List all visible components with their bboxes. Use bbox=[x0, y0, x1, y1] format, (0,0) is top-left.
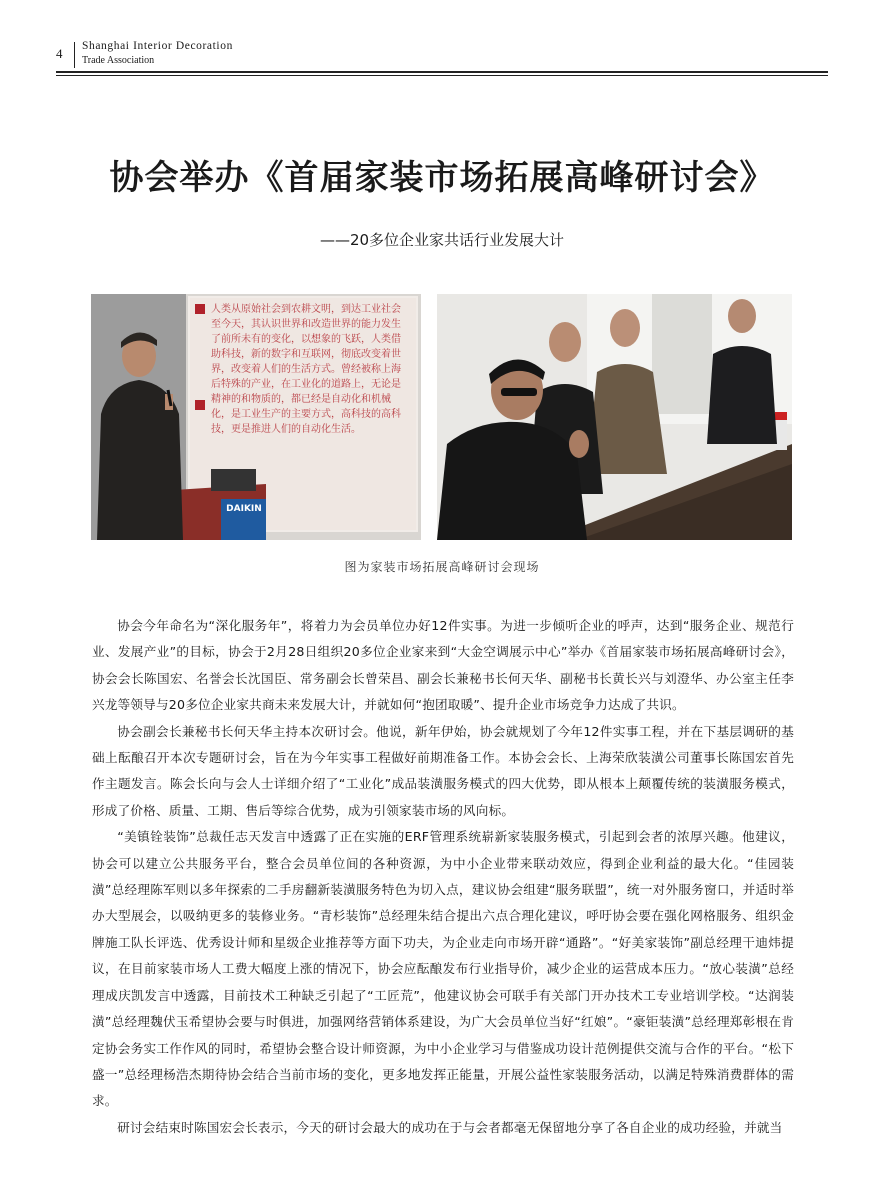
body-paragraph: “美镇铨装饰”总裁任志天发言中透露了正在实施的ERF管理系统崭新家装服务模式，引起到会者的浓厚兴趣。他建议，协会可以建立公共服务平台，整合会员单位间的各种资源，为中小企业带来联动效应，得到企业利益的最大化。“佳园装潢”总经理陈军则以多年探索的二手房翻新装潢服务特色为切入点，建议协会组建“服务联盟”，统一对外服务窗口，并适时举办大型展会，以吸纳更多的装修业务。“青杉装饰”总经理朱结合提出六点合理化建议，呼吁协会要在强化网格服务、组织金牌施工队长评选、优秀设计师和星级企业推荐等方面下功夫，为企业走向市场开辟“通路”。“好美家装饰”副总经理干迪炜提议，在目前家装市场人工费大幅度上涨的情况下，协会应酝酿发布行业指导价，减少企业的运营成本压力。“放心装潢”总经理成庆凯发言中透露，目前技术工种缺乏引起了“工匠荒”，他建议协会可联手有关部门开办技术工专业培训学校。“达润装潢”总经理魏伏玉希望协会要与时俱进，加强网络营销体系建设，为广大会员单位当好“红娘”。“豪钜装潢”总经理郑彰根在肯定协会务实工作作风的同时，希望协会整合设计师资源，为中小企业学习与借鉴成功设计范例提供交流与合作的平台。“松下盛一”总经理杨浩杰期待协会结合当前市场的变化，更多地发挥正能量，开展公益性家装服务活动，以满足特殊消费群体的需求。 bbox=[92, 829, 794, 1109]
body-paragraph: 协会今年命名为“深化服务年”，将着力为会员单位办好12件实事。为进一步倾听企业的呼声，达到“服务企业、规范行业、发展产业”的目标，协会于2月28日组织20多位企业家来到“大金空调展示中心”举办《首届家装市场拓展高峰研讨会》，协会会长陈国宏、名誉会长沈国臣、常务副会长曾荣昌、副会长兼秘书长何天华、副秘书长黄长兴与刘澄华、办公室主任李兴龙等领导与20多位企业家共商未来发展大计，并就如何“抱团取暖”、提升企业市场竞争力达成了共识。 bbox=[92, 618, 794, 713]
article-title: 协会举办《首届家装市场拓展高峰研讨会》 bbox=[109, 158, 775, 198]
header-rule-thin bbox=[56, 75, 828, 76]
header-divider bbox=[74, 42, 75, 68]
photo-caption: 图为家装市场拓展高峰研讨会现场 bbox=[344, 560, 540, 574]
photo-panel-illustration bbox=[437, 294, 792, 540]
article-body bbox=[92, 613, 794, 1141]
podium-logo: DAIKIN bbox=[226, 504, 262, 514]
page-number: 4 bbox=[56, 46, 63, 61]
body-paragraph: 协会副会长兼秘书长何天华主持本次研讨会。他说，新年伊始，协会就规划了今年12件实事工程，并在下基层调研的基础上酝酿召开本次专题研讨会，旨在为今年实事工程做好前期准备工作。本协会会长、上海荣欣装潢公司董事长陈国宏首先作主题发言。陈会长向与会人士详细介绍了“工业化”成品装潢服务模式的四大优势，即从根本上颠覆传统的装潢服务模式，形成了价格、质量、工期、售后等综合优势，成为引领家装市场的风向标。 bbox=[92, 723, 794, 818]
header-org-line2: Trade Association bbox=[82, 55, 155, 66]
article-subtitle: ——20多位企业家共话行业发展大计 bbox=[319, 231, 565, 249]
photo-panel-discussion bbox=[437, 294, 792, 540]
slide-text: 人类从原始社会到农耕文明，到达工业社会至今天，其认识世界和改造世界的能力发生了前所未有的变化，以想象的飞跃，人类借助科技，新的数字和互联网，彻底改变着世界，改变着人们的生活方式。曾经被称上海后特殊的产业，在工业化的道路上，无论是精神的和物质的，都已经是自动化和机械化，是工业生产的主要方式，高科技的高科技，更是推进人们的自动化生活。 bbox=[211, 304, 401, 435]
header-rule-thick bbox=[56, 71, 828, 73]
body-paragraph: 研讨会结束时陈国宏会长表示，今天的研讨会最大的成功在于与会者都毫无保留地分享了各自企业的成功经验，并就当 bbox=[117, 1119, 783, 1135]
photo-speaker-at-podium bbox=[91, 294, 421, 540]
header-org-line1: Shanghai Interior Decoration bbox=[82, 40, 233, 52]
